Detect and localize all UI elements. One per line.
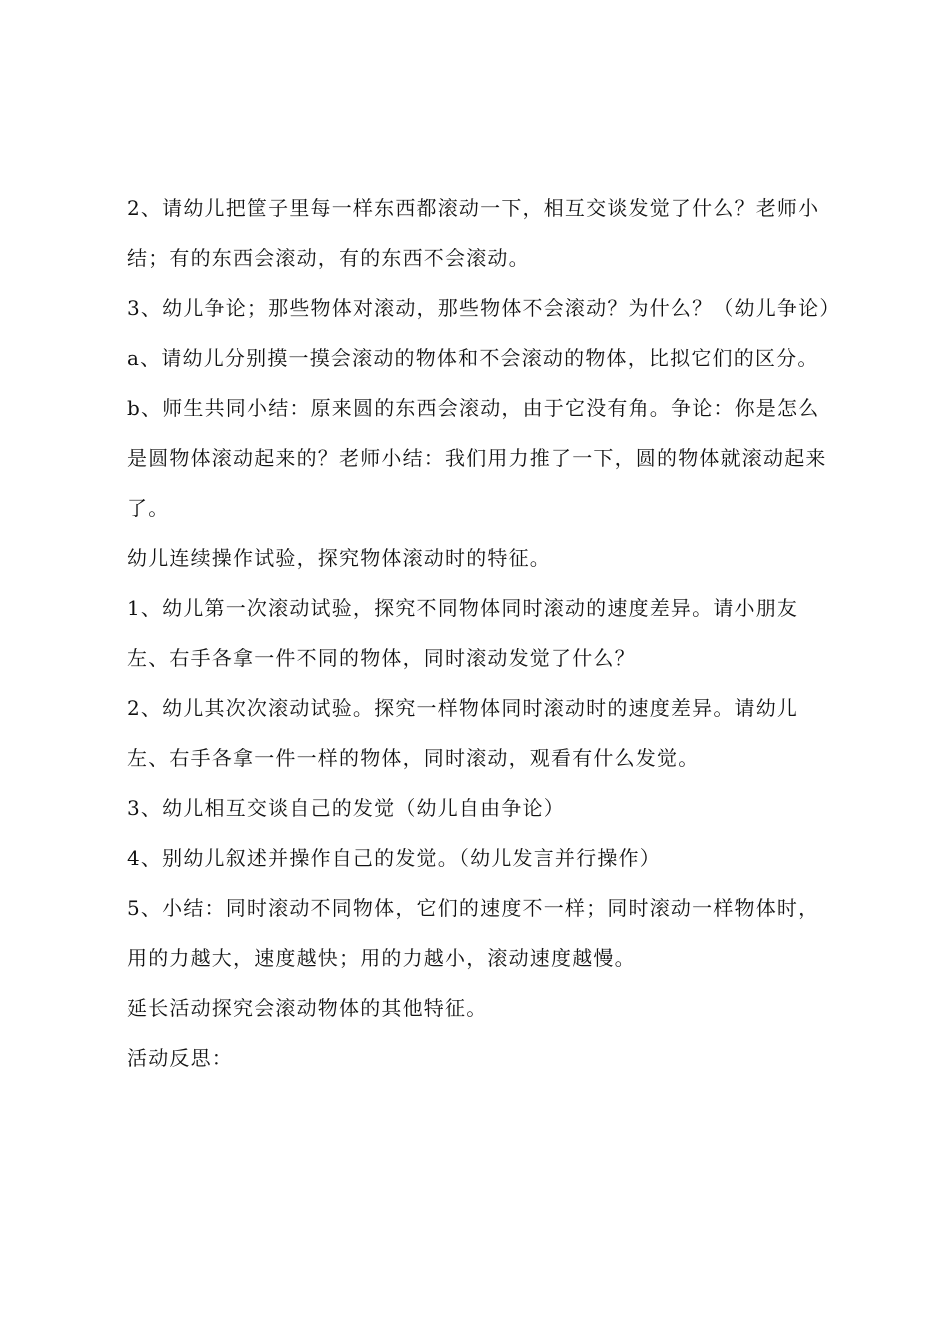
paragraph-step-2-observe: 2、请幼儿把筐子里每一样东西都滚动一下，相互交谈发觉了什么？老师小结；有的东西会滚动，有的东西不会滚动。 (127, 196, 820, 270)
paragraph-experiment-1: 1、幼儿第一次滚动试验，探究不同物体同时滚动的速度差异。请小朋友左、右手各拿一件不同的物体，同时滚动发觉了什么？ (127, 596, 799, 670)
paragraph-step-3-discuss: 3、幼儿争论；那些物体对滚动，那些物体不会滚动？为什么？（幼儿争论） (127, 296, 841, 320)
document-body (127, 183, 841, 1083)
paragraph-experiment-3: 3、幼儿相互交谈自己的发觉（幼儿自由争论） (127, 796, 565, 820)
paragraph-experiment-5-summary: 5、小结：同时滚动不同物体，它们的速度不一样；同时滚动一样物体时，用的力越大，速度越快；用的力越小，滚动速度越慢。 (127, 896, 820, 970)
paragraph-extension-activity: 延长活动探究会滚动物体的其他特征。 (127, 996, 488, 1020)
paragraph-experiment-4: 4、别幼儿叙述并操作自己的发觉。（幼儿发言并行操作） (127, 846, 661, 870)
paragraph-activity-reflection: 活动反思： (127, 1046, 233, 1070)
paragraph-step-a-touch: a、请幼儿分别摸一摸会滚动的物体和不会滚动的物体，比拟它们的区分。 (127, 346, 819, 370)
paragraph-experiment-2: 2、幼儿其次次滚动试验。探究一样物体同时滚动时的速度差异。请幼儿左、右手各拿一件一样的物体，同时滚动，观看有什么发觉。 (127, 696, 799, 770)
paragraph-continue-experiment: 幼儿连续操作试验，探究物体滚动时的特征。 (127, 546, 551, 570)
paragraph-step-b-summary: b、师生共同小结：原来圆的东西会滚动，由于它没有角。争论：你是怎么是圆物体滚动起来的？老师小结：我们用力推了一下，圆的物体就滚动起来了。 (127, 396, 827, 520)
